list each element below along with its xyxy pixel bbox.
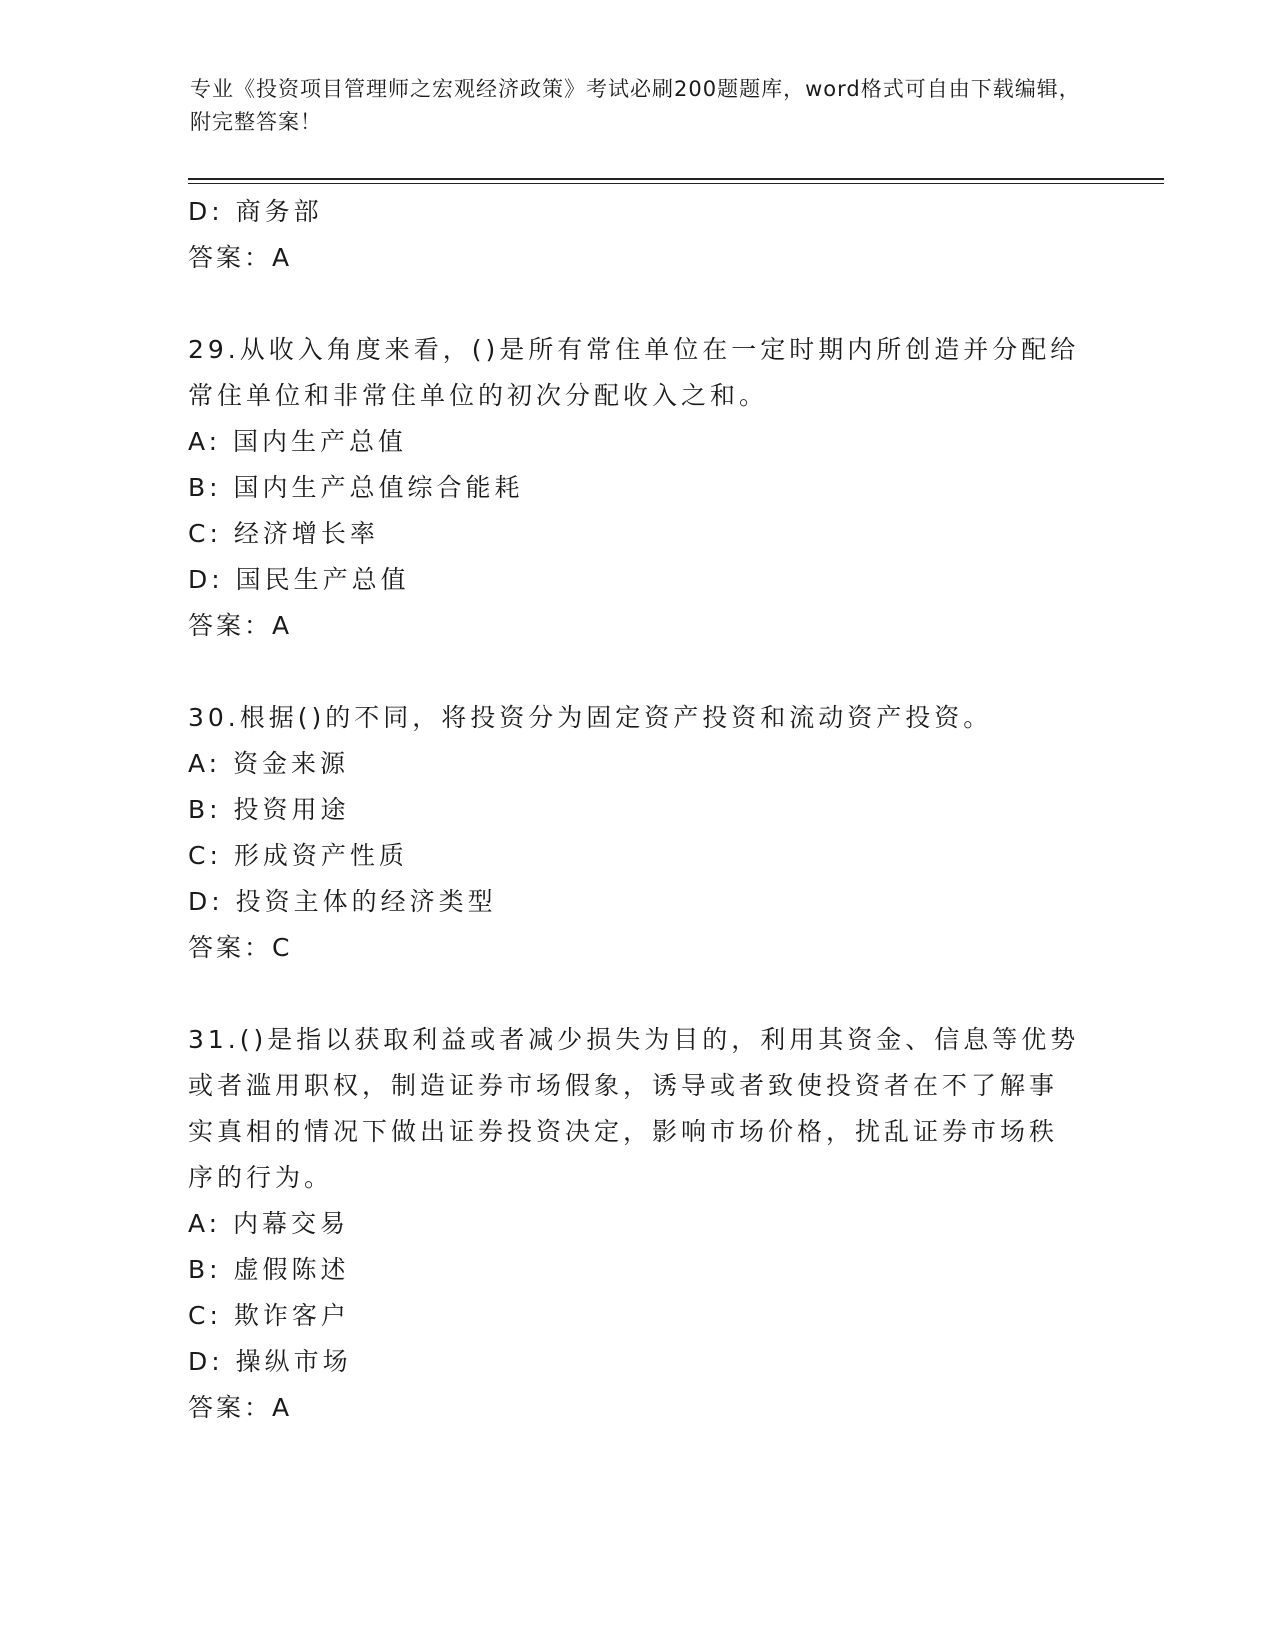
option-a: A: 资金来源 — [188, 749, 350, 778]
prev-option-d: D: 商务部 — [188, 197, 323, 226]
question-stem-line: 或者滥用职权，制造证券市场假象，诱导或者致使投资者在不了解事 — [188, 1071, 1059, 1100]
answer: 答案：A — [188, 611, 293, 640]
document-header: 专业《投资项目管理师之宏观经济政策》考试必刷200题题库，word格式可自由下载编辑，附完整答案！ — [190, 77, 1081, 134]
question-stem-line: 常住单位和非常住单位的初次分配收入之和。 — [188, 381, 769, 410]
prev-answer: 答案：A — [188, 243, 293, 272]
spacer — [188, 281, 1088, 327]
question-29 — [188, 327, 1088, 649]
option-c: C: 欺诈客户 — [188, 1301, 350, 1330]
question-30 — [188, 695, 1088, 971]
option-a: A: 内幕交易 — [188, 1209, 350, 1238]
option-c: C: 形成资产性质 — [188, 841, 408, 870]
option-c: C: 经济增长率 — [188, 519, 379, 548]
option-b: B: 国内生产总值综合能耗 — [188, 473, 524, 502]
header-rule-thick — [188, 178, 1164, 180]
question-stem-line: 29.从收入角度来看，()是所有常住单位在一定时期内所创造并分配给 — [188, 335, 1080, 364]
option-d: D: 投资主体的经济类型 — [188, 887, 497, 916]
answer: 答案：A — [188, 1393, 293, 1422]
option-b: B: 虚假陈述 — [188, 1255, 350, 1284]
option-d: D: 国民生产总值 — [188, 565, 410, 594]
question-stem-line: 31.()是指以获取利益或者减少损失为目的，利用其资金、信息等优势 — [188, 1025, 1080, 1054]
spacer — [188, 649, 1088, 695]
document-body — [188, 189, 1088, 1431]
question-stem-line: 30.根据()的不同，将投资分为固定资产投资和流动资产投资。 — [188, 703, 993, 732]
answer: 答案：C — [188, 933, 293, 962]
option-d: D: 操纵市场 — [188, 1347, 352, 1376]
option-a: A: 国内生产总值 — [188, 427, 408, 456]
header-rule-thin — [188, 183, 1164, 184]
option-b: B: 投资用途 — [188, 795, 350, 824]
question-stem-line: 实真相的情况下做出证券投资决定，影响市场价格，扰乱证券市场秩 — [188, 1117, 1059, 1146]
question-31 — [188, 1017, 1088, 1431]
spacer — [188, 971, 1088, 1017]
question-stem-line: 序的行为。 — [188, 1163, 334, 1192]
